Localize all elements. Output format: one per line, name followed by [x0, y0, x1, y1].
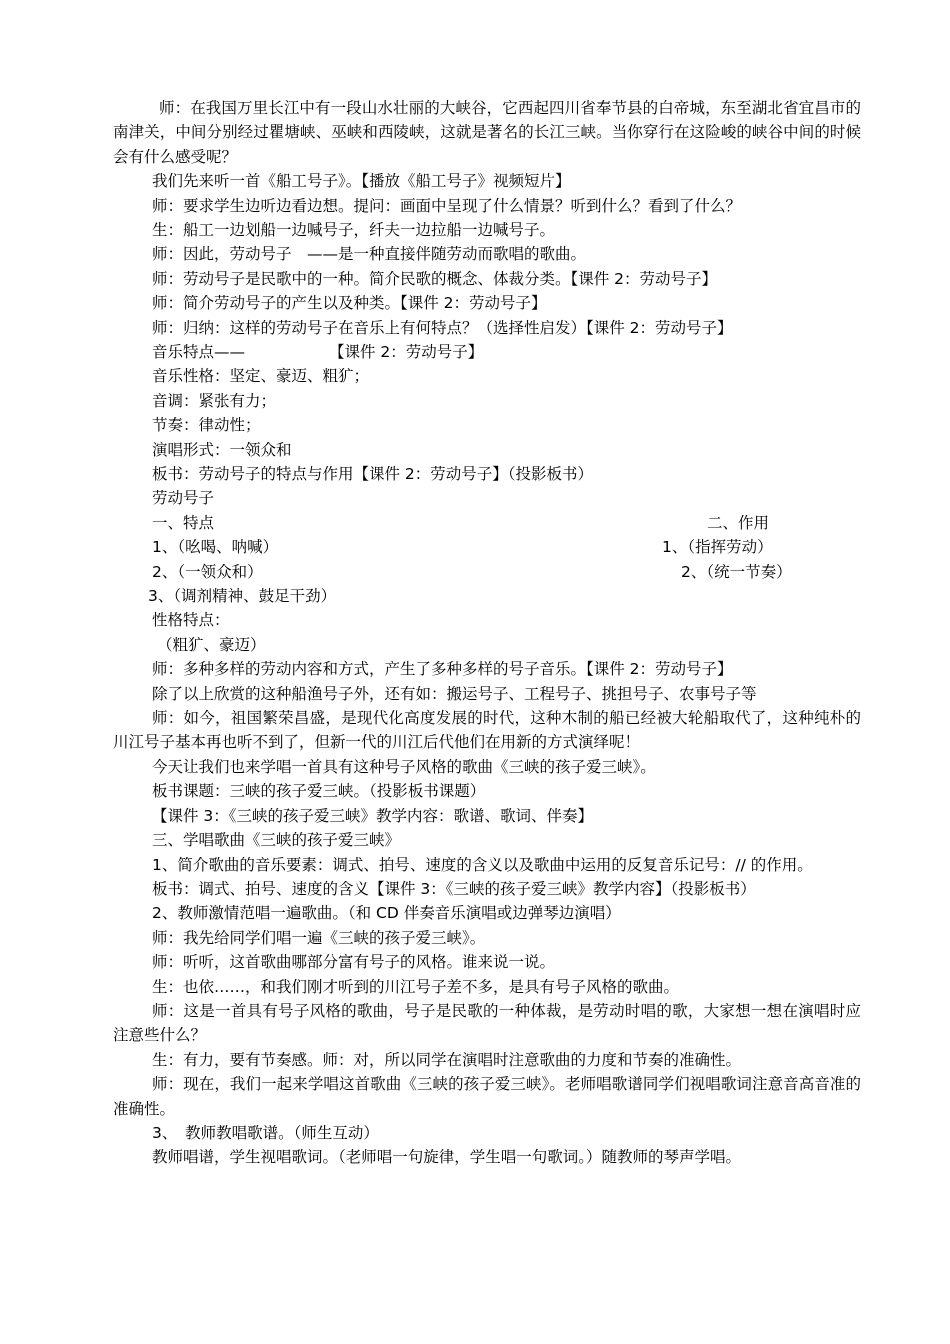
paragraph-topic: 板书课题：三峡的孩子爱三峡。（投影板书课题）	[152, 782, 486, 801]
courseware-ref: 【课件 2：劳动号子】	[329, 343, 484, 362]
paragraph-listen-style: 师：听听，这首歌曲哪部分富有号子的风格。谁来说一说。	[152, 953, 556, 972]
paragraph-student-answer: 生：船工一边划船一边喊号子，纤夫一边拉船一边喊号子。	[152, 221, 556, 240]
paragraph-variety: 师：多种多样的劳动内容和方式，产生了多种多样的号子音乐。【课件 2：劳动号子】	[152, 660, 733, 679]
feature-character: 音乐性格：坚定、豪迈、粗犷；	[152, 367, 370, 386]
music-features-label: 音乐特点——	[152, 343, 246, 362]
paragraph-types: 除了以上欣赏的这种船渔号子外，还有如：搬运号子、工程号子、挑担号子、农事号子等	[152, 684, 757, 703]
paragraph-intro: 师：在我国万里长江中有一段山水壮丽的大峡谷，它西起四川省奉节县的白帝城，东至湖北省宜昌市的南津关，中间分别经过瞿塘峡、巫峡和西陵峡，这就是著名的长江三峡。当你穿行在这险峻的峡谷中间的时候会有什么感受呢？	[113, 99, 861, 166]
paragraph-definition: 师：因此，劳动号子 ——是一种直接伴随劳动而歌唱的歌曲。	[152, 245, 587, 264]
blackboard-title: 劳动号子	[152, 489, 215, 508]
paragraph-teach-score: 3、 教师教唱歌谱。（师生互动）	[152, 1123, 379, 1142]
outline-function-1: 1、（指挥劳动）	[662, 538, 773, 557]
outline-heading-row	[113, 511, 861, 535]
outline-function-2: 2、（统一节奏）	[681, 562, 792, 581]
paragraph-teacher-sing: 师：我先给同学们唱一遍《三峡的孩子爱三峡》。	[152, 928, 486, 947]
paragraph-genre: 师：这是一首具有号子风格的歌曲，号子是民歌的一种体裁，是劳动时唱的歌，大家想一想在演唱时应注意些什么？	[113, 1001, 861, 1045]
paragraph-student-reply: 生：也依……，和我们刚才听到的川江号子差不多，是具有号子风格的歌曲。	[152, 977, 680, 996]
paragraph-rhythm-note: 生：有力，要有节奏感。师：对，所以同学在演唱时注意歌曲的力度和节奏的准确性。	[152, 1050, 742, 1069]
paragraph-folk-song: 师：劳动号子是民歌中的一种。简介民歌的概念、体裁分类。【课件 2：劳动号子】	[152, 269, 718, 288]
paragraph-summary: 师：归纳：这样的劳动号子在音乐上有何特点？（选择性启发）【课件 2：劳动号子】	[152, 318, 733, 337]
outline-features-heading: 一、特点	[152, 513, 215, 532]
outline-feature-1: 1、（吆喝、呐喊）	[152, 538, 279, 557]
feature-singing-form: 演唱形式：一领众和	[152, 440, 292, 459]
outline-row-2	[113, 560, 861, 584]
outline-feature-2: 2、（一领众和）	[152, 562, 263, 581]
paragraph-score-practice: 教师唱谱，学生视唱歌词。（老师唱一句旋律，学生唱一句歌词。）随教师的琴声学唱。	[152, 1148, 742, 1167]
section-heading-learn-song: 三、学唱歌曲《三峡的孩子爱三峡》	[152, 831, 401, 850]
paragraph-music-elements: 1、简介歌曲的音乐要素：调式、拍号、速度的含义以及歌曲中运用的反复音乐记号：// 的作用。	[152, 855, 813, 874]
blackboard-note: 板书：劳动号子的特点与作用【课件 2：劳动号子】（投影板书）	[152, 465, 594, 484]
outline-row-1	[113, 535, 861, 559]
music-features-row	[113, 340, 861, 364]
paragraph-courseware-3: 【课件 3：《三峡的孩子爱三峡》教学内容：歌谱、歌词、伴奏】	[152, 806, 594, 825]
document-body	[113, 96, 861, 1170]
outline-feature-3: 3、（调剂精神、鼓足干劲）	[148, 587, 337, 606]
paragraph-blackboard-elements: 板书：调式、拍号、速度的含义【课件 3：《三峡的孩子爱三峡》教学内容】（投影板书）	[152, 879, 756, 898]
paragraph-today: 今天让我们也来学唱一首具有这种号子风格的歌曲《三峡的孩子爱三峡》。	[152, 757, 656, 776]
paragraph-learn-together: 师：现在，我们一起来学唱这首歌曲《三峡的孩子爱三峡》。老师唱歌谱同学们视唱歌词注意音高音准的准确性。	[113, 1075, 861, 1118]
paragraph-question: 师：要求学生边听边看边想。提问：画面中呈现了什么情景？听到什么？看到了什么？	[152, 196, 742, 215]
outline-row-3	[113, 584, 861, 608]
character-row	[113, 633, 861, 657]
paragraph-origin: 师：简介劳动号子的产生以及种类。【课件 2：劳动号子】	[152, 294, 547, 313]
paragraph-demo-singing: 2、教师激情范唱一遍歌曲。（和 CD 伴奏音乐演唱或边弹琴边演唱）	[152, 904, 621, 923]
paragraph-listen: 我们先来听一首《船工号子》。【播放《船工号子》视频短片】	[152, 172, 571, 191]
outline-functions-heading: 二、作用	[707, 513, 770, 532]
character-heading: 性格特点：	[152, 611, 230, 630]
paragraph-modern: 师：如今，祖国繁荣昌盛，是现代化高度发展的时代，这种木制的船已经被大轮船取代了，这种纯朴的川江号子基本再也听不到了，但新一代的川江后代他们在用新的方式演绎呢！	[113, 709, 861, 752]
character-values: （粗犷、豪迈）	[157, 635, 266, 654]
feature-rhythm: 节奏：律动性；	[152, 416, 261, 435]
feature-tone: 音调：紧张有力；	[152, 391, 277, 410]
